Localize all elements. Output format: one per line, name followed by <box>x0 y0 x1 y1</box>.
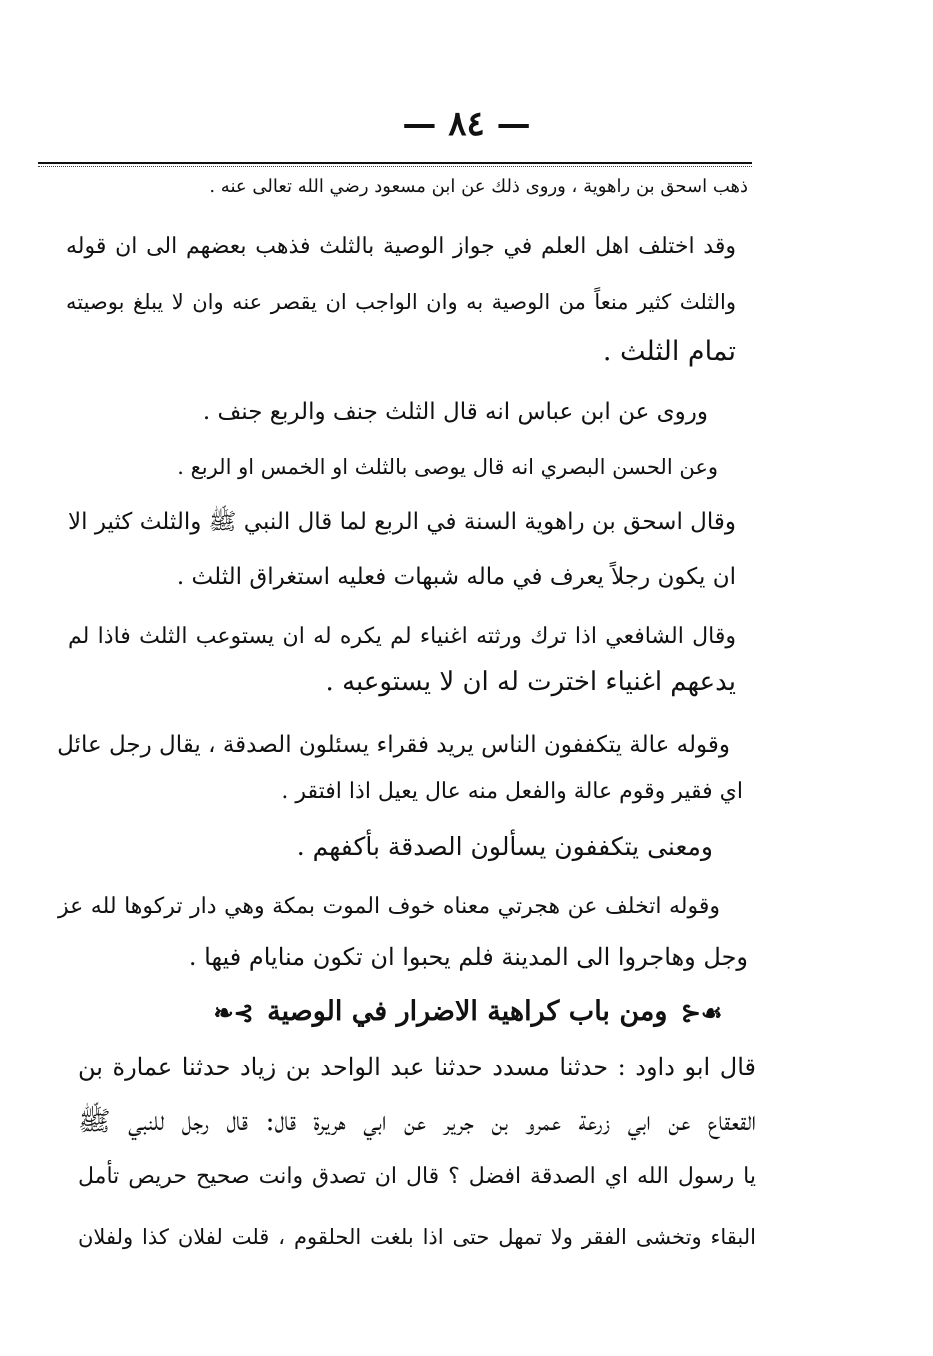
ornament-right-icon: ☙⊰ <box>680 997 723 1027</box>
page-number: — ٨٤ — <box>402 104 531 144</box>
ornament-left-icon: ⊱❧ <box>213 997 254 1027</box>
text-line: ومعنى يتكففون يسألون الصدقة بأكفهم . <box>296 832 713 861</box>
section-heading <box>188 992 748 1034</box>
text-line: وقال الشافعي اذا ترك ورثته اغنياء لم يكره له ان يستوعب الثلث فاذا لم <box>68 624 736 649</box>
text-line: وروى عن ابن عباس انه قال الثلث جنف والربع جنف . <box>202 399 708 425</box>
text-line: والثلث كثير منعاً من الوصية به وان الواجب ان يقصر عنه وان لا يبلغ بوصيته <box>66 290 736 314</box>
text-line: قال ابو داود : حدثنا مسدد حدثنا عبد الواحد بن زياد حدثنا عمارة بن <box>78 1053 756 1081</box>
header-rule <box>38 162 752 164</box>
section-heading-text: ومن باب كراهية الاضرار في الوصية <box>267 996 668 1027</box>
text-line: وقال اسحق بن راهوية السنة في الربع لما قال النبي ﷺ والثلث كثير الا <box>68 509 736 535</box>
text-line: القعقاع عن ابي زرعة عمرو بن جرير عن ابي هريرة قال: قال رجل للنبي ﷺ <box>78 1106 756 1137</box>
text-line: وجل وهاجروا الى المدينة فلم يحبوا ان تكون منايام فيها . <box>188 943 748 971</box>
text-line: وقوله عالة يتكففون الناس يريد فقراء يسئلون الصدقة ، يقال رجل عائل <box>57 732 730 758</box>
text-line: وقد اختلف اهل العلم في جواز الوصية بالثلث فذهب بعضهم الى ان قوله <box>66 234 736 259</box>
text-line: يا رسول الله اي الصدقة افضل ؟ قال ان تصدق وانت صحيح حريص تأمل <box>78 1164 756 1189</box>
text-line: وقوله اتخلف عن هجرتي معناه خوف الموت بمكة وهي دار تركوها لله عز <box>58 894 720 919</box>
text-line: اي فقير وقوم عالة والفعل منه عال يعيل اذا افتقر . <box>281 779 743 804</box>
text-line: وعن الحسن البصري انه قال يوصى بالثلث او الخمس او الربع . <box>177 455 718 479</box>
text-line: ذهب اسحق بن راهوية ، وروى ذلك عن ابن مسعود رضي الله تعالى عنه . <box>209 176 748 197</box>
text-line: ان يكون رجلاً يعرف في ماله شبهات فعليه استغراق الثلث . <box>176 564 736 590</box>
text-line: البقاء وتخشى الفقر ولا تمهل حتى اذا بلغت الحلقوم ، قلت لفلان كذا ولفلان <box>78 1225 756 1249</box>
text-line: يدعهم اغنياء اخترت له ان لا يستوعبه . <box>325 667 736 697</box>
text-line: تمام الثلث . <box>602 336 736 367</box>
